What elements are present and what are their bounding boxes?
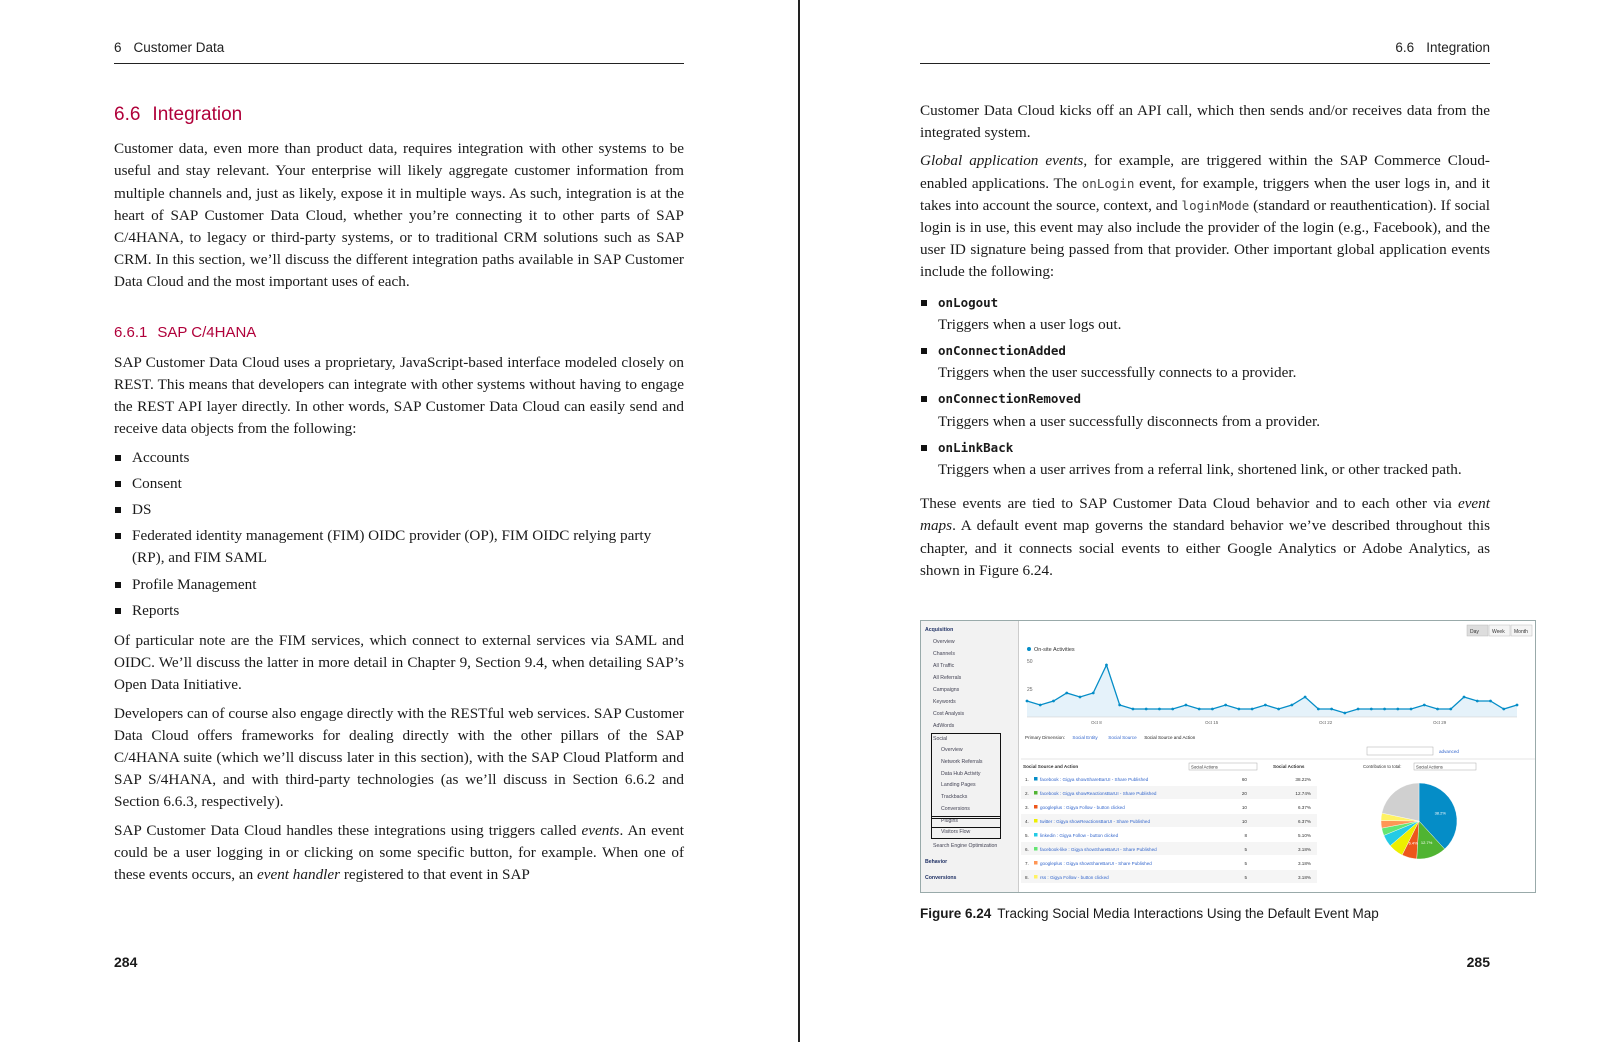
row-color-swatch [1034,791,1038,795]
figure-sidebar-item: Social [933,736,948,742]
x-tick-label: Oct 15 [1205,720,1219,725]
figure-sidebar-item: Search Engine Optimization [933,843,998,849]
row-label: googleplus : Gigya Follow - button clicked [1040,805,1125,810]
list-item: Profile Management [114,574,684,596]
row-percent: 6.37% [1297,819,1311,824]
row-color-swatch [1034,819,1038,823]
data-point [1132,708,1135,711]
text-run: . A default event map governs the standard behavior we’ve described throughout this chapter, and it connects social events to either Google Analytics or Adobe Analytics, as shown in Figure 6.24. [920,517,1490,579]
paragraph [114,820,684,887]
running-head-left [114,40,684,64]
data-point [1079,696,1082,699]
page-number: 285 [1466,954,1490,970]
data-point [1476,700,1479,703]
data-point [1277,708,1280,711]
data-objects-list [114,447,684,622]
subsection-heading [114,322,684,344]
row-label: facebook : Gigya showShareBarUI - Share Published [1040,777,1149,782]
event-item [920,437,1490,481]
row-label: facebook : Gigya showReactionsBarUI - Share Published [1040,791,1157,796]
running-head-right [920,40,1490,64]
right-page [920,0,1528,1042]
data-point [1410,708,1413,711]
data-point [1357,708,1360,711]
paragraph: SAP Customer Data Cloud uses a proprietary, JavaScript-based interface modeled closely on REST. This means that developers can integrate with other systems without having to engage the REST API layer directly. In other words, SAP Customer Data Cloud can easily send and receive data objects from the following: [114,353,684,438]
legend-label: On-site Activities [1034,647,1075,653]
row-color-swatch [1034,805,1038,809]
figure-sidebar-item: Network Referrals [941,759,983,765]
data-point [1502,708,1505,711]
data-point [1383,708,1386,711]
italic-term: Global application events [920,152,1084,170]
figure-caption [920,906,1379,921]
row-percent: 5.10% [1297,833,1311,838]
section-title: Integration [152,104,243,125]
row-index: 3. [1025,805,1029,810]
event-description: Triggers when a user arrives from a referral link, shortened link, or other tracked path. [938,461,1462,479]
row-percent: 38.22% [1295,777,1311,782]
data-point [1237,708,1240,711]
row-index: 2. [1025,791,1029,796]
right-body [920,100,1490,588]
italic-term: event handler [256,866,341,884]
figure-sidebar-item: AdWords [933,723,955,729]
row-value: 10 [1241,819,1247,824]
metric-select-label: Social Actions [1191,764,1218,770]
row-value: 60 [1241,777,1247,782]
row-value: 5 [1244,875,1247,880]
left-body [114,100,684,892]
section-number: 6.6 [1395,40,1415,55]
data-point [1370,708,1373,711]
figure-sidebar-item: Channels [933,651,955,657]
figure-sidebar-item: Cost Analysis [933,711,965,717]
data-point [1317,708,1320,711]
figure-sidebar-item: Campaigns [933,687,960,693]
data-point [1304,696,1307,699]
row-value: 8 [1244,833,1247,838]
figure-caption-text: Tracking Social Media Interactions Using the Default Event Map [997,906,1379,921]
row-label: rss : Gigya Follow - button clicked [1040,875,1109,880]
data-point [1158,708,1161,711]
data-point [1330,708,1333,711]
figure-sidebar [921,621,1019,893]
data-point [1290,704,1293,707]
event-item [920,388,1490,432]
event-name: onConnectionRemoved [938,391,1081,407]
paragraph: Customer Data Cloud kicks off an API call, which then sends and/or receives data from the integrated system. [920,102,1490,142]
row-index: 7. [1025,861,1029,866]
intro-paragraph: Customer data, even more than product data, requires integration with other systems to be useful and stay relevant. Your enterprise will likely aggregate customer information from multiple channels and, just as likely, expose it in multiple ways. As such, integration is at the heart of SAP Customer Data Cloud, whether you’re connecting it to other parts of SAP C/4HANA, to legacy or third-party systems, or to traditional CRM solutions such as SAP CRM. In this section, we’ll discuss the different integration paths available in SAP Customer Data Cloud and the most important uses of each. [114,140,684,291]
figure-sidebar-item: Landing Pages [941,782,976,788]
text-run: , for example, are triggered within the SAP Commerce Cloud-enabled applications. The [920,152,1490,192]
data-point [1423,704,1426,707]
range-button-label: Week [1492,629,1505,635]
data-point [1396,708,1399,711]
pie-label: 12.7% [1420,839,1433,845]
list-item: Reports [114,600,684,622]
paragraph: Of particular note are the FIM services, which connect to external services via SAML and OIDC. We’ll discuss the latter in more detail in Chapter 9, Section 9.4, when detailing SAP’s Open Data Initiative. [114,632,684,694]
figure-sidebar-item: Acquisition [925,627,954,633]
paragraph [920,150,1490,283]
figure-sidebar-item: Overview [941,747,963,753]
table-header: Social Source and Action [1023,764,1079,769]
data-point [1039,704,1042,707]
row-label: twitter : Gigya showReactionsBarUI - Share Published [1040,819,1151,824]
data-point [1343,712,1346,715]
inline-code: loginMode [1181,197,1250,213]
event-item [920,292,1490,336]
data-point [1026,700,1029,703]
data-point [1489,700,1492,703]
event-description: Triggers when a user successfully disconnects from a provider. [938,412,1320,430]
figure-sidebar-item: Overview [933,639,955,645]
row-label: linkedin : Gigya Follow - button clicked [1040,833,1119,838]
text-run: event, for example, triggers when the user logs in, and it takes into account the source, context, and [920,174,1490,214]
row-index: 5. [1025,833,1029,838]
event-description: Triggers when a user logs out. [938,315,1122,333]
figure-sidebar-item: Data Hub Activity [941,771,981,777]
row-value: 5 [1244,847,1247,852]
row-index: 1. [1025,777,1029,782]
data-point [1052,700,1055,703]
data-point [1211,708,1214,711]
row-percent: 12.74% [1295,791,1311,796]
row-value: 5 [1244,861,1247,866]
italic-term: event maps [920,495,1490,535]
range-button-label: Month [1514,629,1528,635]
data-point [1065,692,1068,695]
row-color-swatch [1034,875,1038,879]
row-color-swatch [1034,861,1038,865]
row-percent: 3.18% [1297,861,1311,866]
events-list [920,292,1490,482]
row-value: 10 [1241,805,1247,810]
event-name: onLinkBack [938,439,1014,455]
pie-label: 38.2% [1434,810,1446,816]
advanced-link: advanced [1439,749,1459,754]
row-index: 4. [1025,819,1029,824]
y-tick-label: 50 [1027,659,1033,665]
data-point [1463,696,1466,699]
section-title: Integration [1426,40,1490,55]
subsection-title: SAP C/4HANA [157,323,257,341]
figure-sidebar-item: All Traffic [933,663,955,669]
data-point [1224,704,1227,707]
figure-sidebar-item: Conversions [925,875,957,881]
row-index: 8. [1025,875,1029,880]
figure-sidebar-item: Visitors Flow [941,829,971,835]
data-point [1251,708,1254,711]
chapter-number: 6 [114,40,122,55]
row-percent: 3.18% [1297,875,1311,880]
search-input [1367,747,1433,755]
section-heading [114,104,684,126]
dimension-option: Social Source [1108,735,1137,740]
text-run: These events are tied to SAP Customer Data Cloud behavior and to each other via [920,495,1458,513]
row-index: 6. [1025,847,1029,852]
data-point [1198,708,1201,711]
chapter-title: Customer Data [133,40,225,55]
event-description: Triggers when the user successfully connects to a provider. [938,364,1297,382]
pie-label: 6.4% [1408,840,1418,846]
figure-highlight-box [931,733,1001,819]
x-tick-label: Oct 22 [1319,720,1333,725]
contribution-select-label: Social Actions [1416,764,1443,770]
data-point [1171,708,1174,711]
figure-sidebar-item: Trackbacks [941,794,968,800]
list-item: DS [114,499,684,521]
row-percent: 6.37% [1297,805,1311,810]
row-color-swatch [1034,847,1038,851]
figure-sidebar-item: Plugins [941,818,959,824]
figure-sidebar-item: All Referrals [933,675,962,681]
section-number: 6.6 [114,104,141,125]
event-name: onConnectionAdded [938,343,1066,359]
page-number: 284 [114,954,138,970]
row-color-swatch [1034,833,1038,837]
dimension-option: Primary Dimension: [1025,735,1066,740]
x-tick-label: Oct 8 [1091,720,1102,725]
row-label: facebook-like : Gigya showShareBarUI - Share Published [1040,847,1157,852]
data-point [1105,664,1108,667]
paragraph [920,493,1490,582]
data-point [1185,704,1188,707]
subsection-number: 6.6.1 [114,323,148,341]
text-run: registered to that event in SAP [340,866,530,884]
dimension-option: Social Source and Action [1144,735,1196,740]
list-item: Consent [114,473,684,495]
figure-sidebar-item: Conversions [941,806,970,812]
data-point [1516,704,1519,707]
event-item [920,340,1490,384]
figure-analytics-screenshot [920,620,1536,893]
data-point [1092,692,1095,695]
text-run: . An event could be a user logging in or clicking on some specific button, for example. When one of these events occurs, an [114,821,684,884]
inline-code: onLogin [1081,175,1135,191]
figure-highlight-box [931,827,1001,839]
table-header: Social Actions [1273,764,1305,769]
dimension-option: Social Entity [1072,735,1098,740]
y-tick-label: 25 [1027,687,1033,693]
row-color-swatch [1034,777,1038,781]
data-point [1264,704,1267,707]
event-name: onLogout [938,294,999,310]
figure-label: Figure 6.24 [920,906,992,921]
book-spine [798,0,800,1042]
data-point [1118,704,1121,707]
contribution-label: Contribution to total: [1363,764,1402,769]
text-run: SAP Customer Data Cloud handles these integrations using triggers called [114,821,582,839]
paragraph: Developers can of course also engage directly with the RESTful web services. SAP Customer Data Cloud offers frameworks for dealing directly with the other pillars of the SAP C/4HANA suite (which we’ll discuss later in this section), with the SAP Cloud Platform and SAP S/4HANA, and with third-party technologies (as we’ll discuss in Section 6.6.2 and Section 6.6.3, respectively). [114,704,684,811]
left-page [114,0,684,1042]
list-item: Federated identity management (FIM) OIDC provider (OP), FIM OIDC relying party (RP), and FIM SAML [114,525,684,569]
text-run: (standard or reauthentication). If social login is in use, this event may also include the provider of the login (e.g., Facebook), and the user ID signature being passed from that provider. Other important global application events include the following: [920,196,1490,281]
row-value: 20 [1241,791,1247,796]
figure-sidebar-item: Keywords [933,699,956,705]
list-item: Accounts [114,447,684,469]
range-button-label: Day [1470,629,1479,635]
italic-term: events [581,821,620,839]
data-point [1145,708,1148,711]
data-point [1449,708,1452,711]
legend-dot [1027,647,1031,651]
figure-sidebar-item: Behavior [925,859,948,865]
figure-chart-svg [1019,621,1536,893]
x-tick-label: Oct 29 [1433,720,1447,725]
data-point [1436,708,1439,711]
row-percent: 3.18% [1297,847,1311,852]
row-label: googleplus : Gigya showShareBarUI - Share Published [1040,861,1152,866]
figure-main-panel [1019,621,1536,893]
